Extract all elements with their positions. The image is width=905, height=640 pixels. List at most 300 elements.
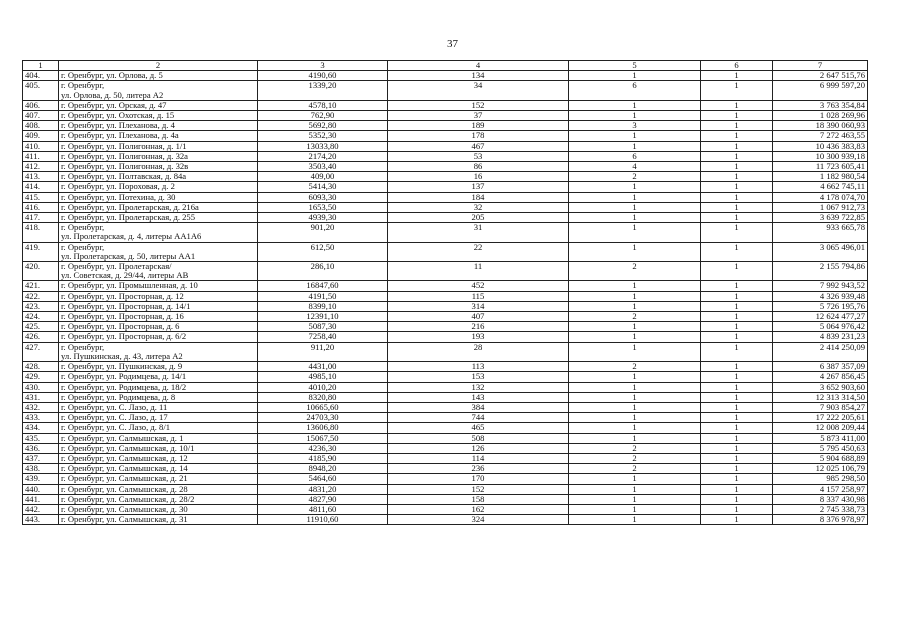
address-cell bbox=[59, 372, 258, 382]
address-cell bbox=[59, 281, 258, 291]
col-6-cell: 1 bbox=[701, 413, 773, 423]
col-5-cell: 1 bbox=[569, 291, 701, 301]
col-6-cell: 1 bbox=[701, 494, 773, 504]
col-5-cell: 6 bbox=[569, 81, 701, 100]
col-6-cell: 1 bbox=[701, 202, 773, 212]
col-5-cell: 1 bbox=[569, 342, 701, 361]
address-cell bbox=[59, 413, 258, 423]
row-number: 428. bbox=[23, 362, 59, 372]
col-5-cell: 1 bbox=[569, 494, 701, 504]
col-4-cell: 31 bbox=[388, 223, 569, 242]
col-4-cell: 114 bbox=[388, 453, 569, 463]
col-5-cell: 1 bbox=[569, 423, 701, 433]
table-body bbox=[23, 71, 868, 525]
address-line: г. Оренбург, ул. С. Лазо, д. 8/1 bbox=[61, 422, 171, 433]
col-4-cell: 465 bbox=[388, 423, 569, 433]
address-line: г. Оренбург, ул. Салмышская, д. 21 bbox=[61, 473, 188, 484]
col-3-cell: 8948,20 bbox=[258, 464, 388, 474]
table-row bbox=[23, 484, 868, 494]
col-6-cell: 1 bbox=[701, 141, 773, 151]
row-number: 427. bbox=[23, 342, 59, 361]
col-7-cell: 5 795 450,63 bbox=[773, 443, 868, 453]
col-4-cell: 137 bbox=[388, 182, 569, 192]
col-5-cell: 1 bbox=[569, 301, 701, 311]
table-row bbox=[23, 172, 868, 182]
row-number: 443. bbox=[23, 515, 59, 525]
col-3-cell: 901,20 bbox=[258, 223, 388, 242]
table-row bbox=[23, 100, 868, 110]
col-7-cell: 3 065 496,01 bbox=[773, 242, 868, 261]
col-6-cell: 1 bbox=[701, 151, 773, 161]
col-5-cell: 1 bbox=[569, 242, 701, 261]
table-row bbox=[23, 182, 868, 192]
col-4-cell: 34 bbox=[388, 81, 569, 100]
col-4-cell: 134 bbox=[388, 71, 569, 81]
address-line: г. Оренбург, bbox=[61, 242, 105, 252]
row-number: 414. bbox=[23, 182, 59, 192]
row-number: 410. bbox=[23, 141, 59, 151]
col-5-cell: 1 bbox=[569, 182, 701, 192]
row-number: 413. bbox=[23, 172, 59, 182]
col-3-cell: 4185,90 bbox=[258, 453, 388, 463]
col-7-cell: 6 999 597,20 bbox=[773, 81, 868, 100]
address-cell bbox=[59, 202, 258, 212]
col-5-cell: 2 bbox=[569, 312, 701, 322]
address-line: г. Оренбург, ул. Промышленная, д. 10 bbox=[61, 280, 198, 291]
col-6-cell: 1 bbox=[701, 172, 773, 182]
address-line: г. Оренбург, ул. Салмышская, д. 31 bbox=[61, 514, 188, 525]
row-number: 415. bbox=[23, 192, 59, 202]
col-4-cell: 236 bbox=[388, 464, 569, 474]
col-3-cell: 4811,60 bbox=[258, 504, 388, 514]
col-7-cell: 5 904 688,89 bbox=[773, 453, 868, 463]
address-cell bbox=[59, 182, 258, 192]
col-7-cell: 4 662 745,11 bbox=[773, 182, 868, 192]
header-col-2: 2 bbox=[59, 61, 258, 71]
table-row bbox=[23, 443, 868, 453]
col-3-cell: 286,10 bbox=[258, 262, 388, 281]
address-cell bbox=[59, 402, 258, 412]
col-7-cell: 6 387 357,09 bbox=[773, 362, 868, 372]
col-3-cell: 3503,40 bbox=[258, 162, 388, 172]
col-7-cell: 12 624 477,27 bbox=[773, 312, 868, 322]
col-4-cell: 744 bbox=[388, 413, 569, 423]
col-5-cell: 1 bbox=[569, 213, 701, 223]
col-6-cell: 1 bbox=[701, 281, 773, 291]
col-5-cell: 1 bbox=[569, 100, 701, 110]
col-4-cell: 184 bbox=[388, 192, 569, 202]
col-4-cell: 132 bbox=[388, 382, 569, 392]
col-7-cell: 985 298,50 bbox=[773, 474, 868, 484]
page-number: 37 bbox=[447, 38, 458, 50]
col-7-cell: 4 178 074,70 bbox=[773, 192, 868, 202]
row-number: 412. bbox=[23, 162, 59, 172]
col-4-cell: 113 bbox=[388, 362, 569, 372]
table-row bbox=[23, 71, 868, 81]
col-4-cell: 384 bbox=[388, 402, 569, 412]
header-row bbox=[23, 61, 868, 71]
address-cell bbox=[59, 291, 258, 301]
table-row bbox=[23, 494, 868, 504]
address-line: г. Оренбург, bbox=[61, 222, 105, 233]
col-3-cell: 10665,60 bbox=[258, 402, 388, 412]
address-cell bbox=[59, 262, 258, 281]
col-6-cell: 1 bbox=[701, 223, 773, 242]
col-7-cell: 2 647 515,76 bbox=[773, 71, 868, 81]
col-5-cell: 1 bbox=[569, 192, 701, 202]
col-3-cell: 12391,10 bbox=[258, 312, 388, 322]
col-5-cell: 1 bbox=[569, 131, 701, 141]
col-4-cell: 193 bbox=[388, 332, 569, 342]
row-number: 408. bbox=[23, 121, 59, 131]
table-row bbox=[23, 362, 868, 372]
col-4-cell: 153 bbox=[388, 372, 569, 382]
col-5-cell: 1 bbox=[569, 433, 701, 443]
col-4-cell: 162 bbox=[388, 504, 569, 514]
row-number: 426. bbox=[23, 332, 59, 342]
row-number: 434. bbox=[23, 423, 59, 433]
table-row bbox=[23, 464, 868, 474]
col-3-cell: 13033,80 bbox=[258, 141, 388, 151]
address-cell bbox=[59, 443, 258, 453]
col-3-cell: 4578,10 bbox=[258, 100, 388, 110]
address-cell bbox=[59, 423, 258, 433]
col-4-cell: 86 bbox=[388, 162, 569, 172]
table-row bbox=[23, 453, 868, 463]
col-6-cell: 1 bbox=[701, 262, 773, 281]
col-3-cell: 11910,60 bbox=[258, 515, 388, 525]
col-4-cell: 152 bbox=[388, 100, 569, 110]
col-5-cell: 1 bbox=[569, 382, 701, 392]
col-4-cell: 216 bbox=[388, 322, 569, 332]
address-line: ул. Пушкинская, д. 43, литера А2 bbox=[61, 350, 183, 361]
col-6-cell: 1 bbox=[701, 392, 773, 402]
row-number: 440. bbox=[23, 484, 59, 494]
row-number: 409. bbox=[23, 131, 59, 141]
address-cell bbox=[59, 151, 258, 161]
col-7-cell: 4 326 939,48 bbox=[773, 291, 868, 301]
row-number: 404. bbox=[23, 71, 59, 81]
table-row bbox=[23, 192, 868, 202]
header-col-1: 1 bbox=[23, 61, 59, 71]
address-line: г. Оренбург, ул. Полигонная, д. 32а bbox=[61, 151, 188, 161]
header-col-7: 7 bbox=[773, 61, 868, 71]
address-line: г. Оренбург, ул. Салмышская, д. 28/2 bbox=[61, 494, 195, 504]
table-row bbox=[23, 213, 868, 223]
row-number: 432. bbox=[23, 402, 59, 412]
col-6-cell: 1 bbox=[701, 443, 773, 453]
col-5-cell: 1 bbox=[569, 141, 701, 151]
row-number: 423. bbox=[23, 301, 59, 311]
col-4-cell: 115 bbox=[388, 291, 569, 301]
address-line: г. Оренбург, ул. Плеханова, д. 4а bbox=[61, 130, 179, 141]
col-5-cell: 1 bbox=[569, 111, 701, 121]
address-line: г. Оренбург, ул. Просторная, д. 6/2 bbox=[61, 331, 187, 342]
address-cell bbox=[59, 433, 258, 443]
col-7-cell: 8 337 430,98 bbox=[773, 494, 868, 504]
col-4-cell: 170 bbox=[388, 474, 569, 484]
address-line: г. Оренбург, ул. Салмышская, д. 28 bbox=[61, 484, 188, 494]
row-number: 424. bbox=[23, 312, 59, 322]
address-line: г. Оренбург, ул. Просторная, д. 16 bbox=[61, 311, 184, 322]
address-line: г. Оренбург, ул. Салмышская, д. 12 bbox=[61, 453, 188, 463]
col-4-cell: 37 bbox=[388, 111, 569, 121]
col-7-cell: 2 745 338,73 bbox=[773, 504, 868, 514]
col-6-cell: 1 bbox=[701, 81, 773, 100]
col-4-cell: 158 bbox=[388, 494, 569, 504]
address-cell bbox=[59, 382, 258, 392]
address-cell bbox=[59, 392, 258, 402]
address-line: г. Оренбург, ул. Родимцева, д. 18/2 bbox=[61, 382, 187, 392]
col-3-cell: 1653,50 bbox=[258, 202, 388, 212]
address-line: г. Оренбург, bbox=[61, 80, 105, 91]
table-row bbox=[23, 151, 868, 161]
table-row bbox=[23, 312, 868, 322]
col-7-cell: 2 155 794,86 bbox=[773, 262, 868, 281]
col-7-cell: 1 067 912,73 bbox=[773, 202, 868, 212]
address-line: г. Оренбург, ул. Просторная, д. 6 bbox=[61, 321, 180, 332]
col-7-cell: 3 639 722,85 bbox=[773, 213, 868, 223]
col-4-cell: 407 bbox=[388, 312, 569, 322]
table-row bbox=[23, 474, 868, 484]
col-4-cell: 324 bbox=[388, 515, 569, 525]
col-3-cell: 4939,30 bbox=[258, 213, 388, 223]
col-4-cell: 508 bbox=[388, 433, 569, 443]
address-cell bbox=[59, 322, 258, 332]
address-line: г. Оренбург, ул. Пороховая, д. 2 bbox=[61, 181, 175, 192]
table-row bbox=[23, 121, 868, 131]
col-7-cell: 2 414 250,09 bbox=[773, 342, 868, 361]
col-5-cell: 2 bbox=[569, 172, 701, 182]
address-line: г. Оренбург, ул. Пролетарская, д. 216а bbox=[61, 202, 199, 212]
col-5-cell: 1 bbox=[569, 402, 701, 412]
col-5-cell: 3 bbox=[569, 121, 701, 131]
col-4-cell: 452 bbox=[388, 281, 569, 291]
col-5-cell: 2 bbox=[569, 443, 701, 453]
row-number: 406. bbox=[23, 100, 59, 110]
address-line: г. Оренбург, ул. Салмышская, д. 1 bbox=[61, 433, 184, 443]
table-row bbox=[23, 342, 868, 361]
row-number: 425. bbox=[23, 322, 59, 332]
table-row bbox=[23, 291, 868, 301]
address-line: г. Оренбург, ул. Родимцева, д. 14/1 bbox=[61, 371, 187, 382]
address-cell bbox=[59, 172, 258, 182]
col-6-cell: 1 bbox=[701, 382, 773, 392]
address-line: г. Оренбург, ул. С. Лазо, д. 17 bbox=[61, 412, 168, 423]
address-cell bbox=[59, 504, 258, 514]
address-cell bbox=[59, 121, 258, 131]
table-row bbox=[23, 301, 868, 311]
col-7-cell: 18 390 060,93 bbox=[773, 121, 868, 131]
table-row bbox=[23, 111, 868, 121]
col-3-cell: 4827,90 bbox=[258, 494, 388, 504]
col-3-cell: 8399,10 bbox=[258, 301, 388, 311]
table-row bbox=[23, 223, 868, 242]
col-4-cell: 53 bbox=[388, 151, 569, 161]
address-line: г. Оренбург, ул. Полигонная, д. 1/1 bbox=[61, 141, 187, 151]
col-3-cell: 4190,60 bbox=[258, 71, 388, 81]
col-3-cell: 16847,60 bbox=[258, 281, 388, 291]
col-4-cell: 467 bbox=[388, 141, 569, 151]
col-6-cell: 1 bbox=[701, 402, 773, 412]
table-row bbox=[23, 382, 868, 392]
col-3-cell: 8320,80 bbox=[258, 392, 388, 402]
col-6-cell: 1 bbox=[701, 131, 773, 141]
col-6-cell: 1 bbox=[701, 433, 773, 443]
col-7-cell: 12 025 106,79 bbox=[773, 464, 868, 474]
col-5-cell: 2 bbox=[569, 464, 701, 474]
col-6-cell: 1 bbox=[701, 464, 773, 474]
row-number: 418. bbox=[23, 223, 59, 242]
table-row bbox=[23, 281, 868, 291]
col-7-cell: 5 873 411,00 bbox=[773, 433, 868, 443]
col-6-cell: 1 bbox=[701, 515, 773, 525]
col-3-cell: 1339,20 bbox=[258, 81, 388, 100]
col-7-cell: 8 376 978,97 bbox=[773, 515, 868, 525]
col-5-cell: 1 bbox=[569, 413, 701, 423]
address-line: г. Оренбург, ул. Салмышская, д. 30 bbox=[61, 504, 188, 514]
col-3-cell: 2174,20 bbox=[258, 151, 388, 161]
col-6-cell: 1 bbox=[701, 192, 773, 202]
row-number: 436. bbox=[23, 443, 59, 453]
col-3-cell: 762,90 bbox=[258, 111, 388, 121]
address-line: г. Оренбург, ул. Потехина, д. 30 bbox=[61, 192, 176, 202]
col-5-cell: 2 bbox=[569, 262, 701, 281]
address-line: ул. Советская, д. 29/44, литеры АВ bbox=[61, 270, 189, 281]
address-cell bbox=[59, 301, 258, 311]
col-7-cell: 1 028 269,96 bbox=[773, 111, 868, 121]
col-6-cell: 1 bbox=[701, 372, 773, 382]
col-6-cell: 1 bbox=[701, 484, 773, 494]
col-3-cell: 7258,40 bbox=[258, 332, 388, 342]
header-col-3: 3 bbox=[258, 61, 388, 71]
table-row bbox=[23, 242, 868, 261]
table-row bbox=[23, 202, 868, 212]
col-7-cell: 3 763 354,84 bbox=[773, 100, 868, 110]
table-row bbox=[23, 131, 868, 141]
row-number: 417. bbox=[23, 213, 59, 223]
col-7-cell: 7 903 854,27 bbox=[773, 402, 868, 412]
address-cell bbox=[59, 494, 258, 504]
address-cell bbox=[59, 362, 258, 372]
col-3-cell: 4831,20 bbox=[258, 484, 388, 494]
col-6-cell: 1 bbox=[701, 362, 773, 372]
address-cell bbox=[59, 332, 258, 342]
row-number: 421. bbox=[23, 281, 59, 291]
col-7-cell: 933 665,78 bbox=[773, 223, 868, 242]
table-row bbox=[23, 262, 868, 281]
row-number: 433. bbox=[23, 413, 59, 423]
table-row bbox=[23, 515, 868, 525]
table-row bbox=[23, 423, 868, 433]
col-7-cell: 10 436 383,83 bbox=[773, 141, 868, 151]
col-3-cell: 409,00 bbox=[258, 172, 388, 182]
row-number: 435. bbox=[23, 433, 59, 443]
address-cell bbox=[59, 213, 258, 223]
address-line: г. Оренбург, ул. Просторная, д. 14/1 bbox=[61, 301, 191, 311]
col-5-cell: 4 bbox=[569, 162, 701, 172]
col-3-cell: 911,20 bbox=[258, 342, 388, 361]
table-row bbox=[23, 322, 868, 332]
col-5-cell: 6 bbox=[569, 151, 701, 161]
col-3-cell: 5692,80 bbox=[258, 121, 388, 131]
col-3-cell: 24703,30 bbox=[258, 413, 388, 423]
col-5-cell: 1 bbox=[569, 322, 701, 332]
address-line: г. Оренбург, ул. Пролетарская, д. 255 bbox=[61, 212, 196, 223]
col-6-cell: 1 bbox=[701, 111, 773, 121]
address-cell bbox=[59, 453, 258, 463]
address-line: г. Оренбург, bbox=[61, 342, 105, 352]
col-4-cell: 22 bbox=[388, 242, 569, 261]
address-line: г. Оренбург, ул. Родимцева, д. 8 bbox=[61, 392, 176, 402]
row-number: 416. bbox=[23, 202, 59, 212]
address-line: г. Оренбург, ул. Полтавская, д. 84а bbox=[61, 171, 187, 182]
row-number: 422. bbox=[23, 291, 59, 301]
col-3-cell: 5414,30 bbox=[258, 182, 388, 192]
col-7-cell: 5 064 976,42 bbox=[773, 322, 868, 332]
col-6-cell: 1 bbox=[701, 504, 773, 514]
address-line: г. Оренбург, ул. Просторная, д. 12 bbox=[61, 291, 184, 301]
col-5-cell: 1 bbox=[569, 504, 701, 514]
col-4-cell: 28 bbox=[388, 342, 569, 361]
col-6-cell: 1 bbox=[701, 474, 773, 484]
col-5-cell: 1 bbox=[569, 71, 701, 81]
col-6-cell: 1 bbox=[701, 242, 773, 261]
col-3-cell: 5352,30 bbox=[258, 131, 388, 141]
address-line: ул. Пролетарская, д. 4, литеры АА1А6 bbox=[61, 231, 202, 242]
row-number: 420. bbox=[23, 262, 59, 281]
col-6-cell: 1 bbox=[701, 312, 773, 322]
col-7-cell: 17 222 205,61 bbox=[773, 413, 868, 423]
address-cell bbox=[59, 312, 258, 322]
col-3-cell: 6093,30 bbox=[258, 192, 388, 202]
col-6-cell: 1 bbox=[701, 453, 773, 463]
address-cell bbox=[59, 342, 258, 361]
address-line: г. Оренбург, ул. Полигонная, д. 32в bbox=[61, 161, 189, 172]
row-number: 441. bbox=[23, 494, 59, 504]
col-7-cell: 4 267 856,45 bbox=[773, 372, 868, 382]
col-6-cell: 1 bbox=[701, 100, 773, 110]
col-4-cell: 152 bbox=[388, 484, 569, 494]
col-7-cell: 4 157 258,97 bbox=[773, 484, 868, 494]
row-number: 430. bbox=[23, 382, 59, 392]
table-row bbox=[23, 504, 868, 514]
col-4-cell: 32 bbox=[388, 202, 569, 212]
col-5-cell: 1 bbox=[569, 392, 701, 402]
address-line: г. Оренбург, ул. Пролетарская/ bbox=[61, 261, 172, 272]
col-7-cell: 7 992 943,52 bbox=[773, 281, 868, 291]
col-7-cell: 3 652 903,60 bbox=[773, 382, 868, 392]
col-4-cell: 16 bbox=[388, 172, 569, 182]
row-number: 429. bbox=[23, 372, 59, 382]
col-4-cell: 205 bbox=[388, 213, 569, 223]
address-cell bbox=[59, 162, 258, 172]
address-cell bbox=[59, 111, 258, 121]
col-5-cell: 1 bbox=[569, 332, 701, 342]
col-5-cell: 1 bbox=[569, 474, 701, 484]
col-6-cell: 1 bbox=[701, 213, 773, 223]
address-cell bbox=[59, 242, 258, 261]
address-line: г. Оренбург, ул. Плеханова, д. 4 bbox=[61, 120, 175, 131]
address-cell bbox=[59, 141, 258, 151]
row-number: 405. bbox=[23, 81, 59, 100]
address-line: г. Оренбург, ул. Пушкинская, д. 9 bbox=[61, 361, 183, 372]
row-number: 419. bbox=[23, 242, 59, 261]
col-5-cell: 1 bbox=[569, 372, 701, 382]
address-line: г. Оренбург, ул. Орлова, д. 5 bbox=[61, 70, 163, 81]
address-cell bbox=[59, 484, 258, 494]
col-3-cell: 4985,10 bbox=[258, 372, 388, 382]
